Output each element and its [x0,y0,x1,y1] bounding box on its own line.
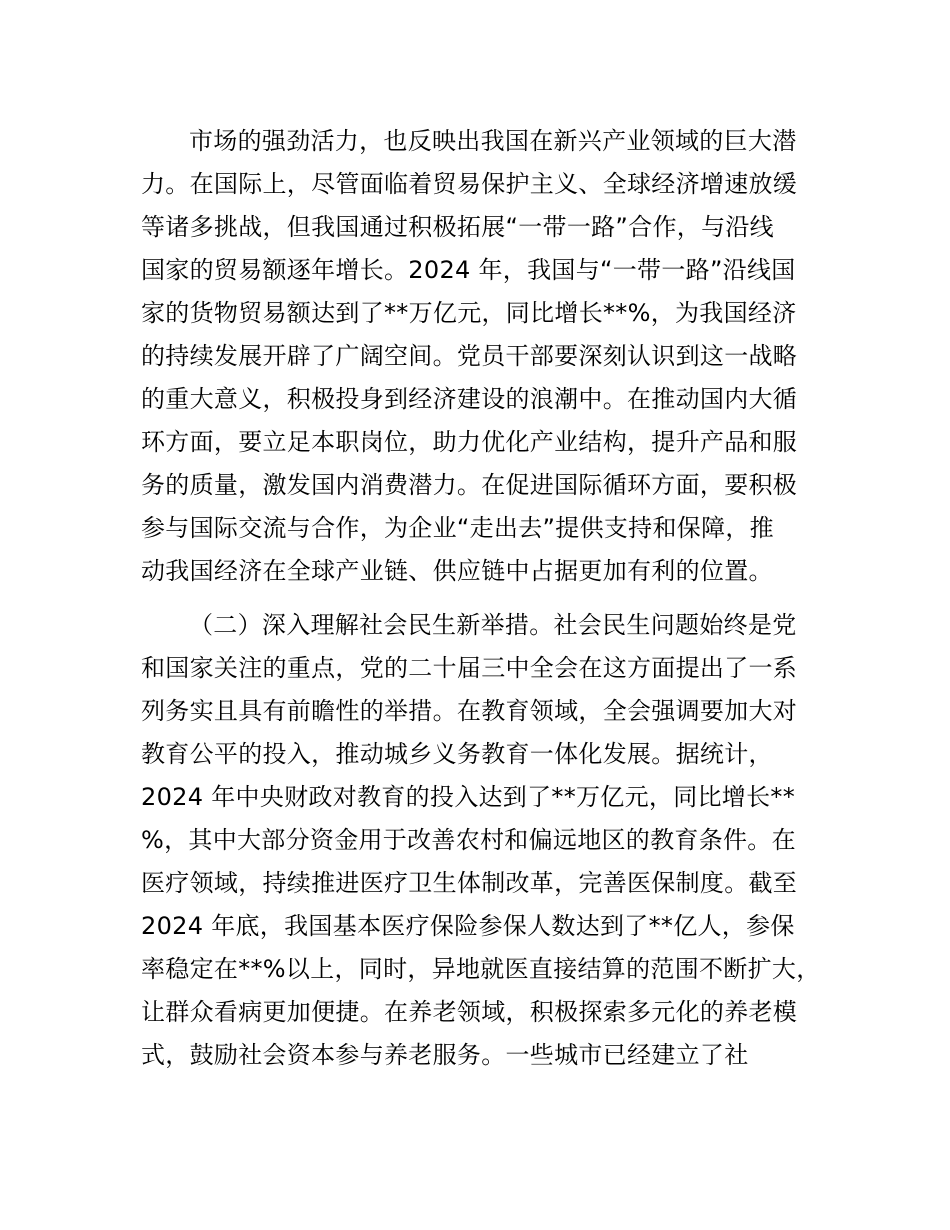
text-line: 的持续发展开辟了广阔空间。党员干部要深刻认识到这一战略 [141,342,798,370]
text-line: 的重大意义，积极投身到经济建设的浪潮中。在推动国内大循 [141,385,798,413]
text-line: 教育公平的投入，推动城乡义务教育一体化发展。据统计， [141,740,773,768]
text-line: 动我国经济在全球产业链、供应链中占据更加有利的位置。 [141,557,773,585]
text-line: 务的质量，激发国内消费潜力。在促进国际循环方面，要积极 [141,471,798,499]
text-line: 让群众看病更加便捷。在养老领域，积极探索多元化的养老模 [141,998,798,1026]
text-line: 式，鼓励社会资本参与养老服务。一些城市已经建立了社 [141,1041,749,1069]
text-line: 等诸多挑战，但我国通过积极拓展“一带一路”合作，与沿线 [141,213,774,241]
text-line: 2024 年底，我国基本医疗保险参保人数达到了**亿人，参保 [141,912,795,940]
text-line: 力。在国际上，尽管面临着贸易保护主义、全球经济增速放缓 [141,170,798,198]
text-line: 率稳定在**%以上，同时，异地就医直接结算的范围不断扩大， [141,955,821,983]
text-line: 2024 年中央财政对教育的投入达到了**万亿元，同比增长** [141,783,796,811]
text-line: 市场的强劲活力，也反映出我国在新兴产业领域的巨大潜 [189,127,797,155]
text-line: 医疗领域，持续推进医疗卫生体制改革，完善医保制度。截至 [141,869,798,897]
text-line: 列务实且具有前瞻性的举措。在教育领域，全会强调要加大对 [141,697,798,725]
section-heading-line: （二）深入理解社会民生新举措。社会民生问题始终是党 [189,611,797,639]
text-line: 国家的贸易额逐年增长。2024 年，我国与“一带一路”沿线国 [141,256,796,284]
text-line: 和国家关注的重点，党的二十届三中全会在这方面提出了一系 [141,654,798,682]
text-line: 家的货物贸易额达到了**万亿元，同比增长**%，为我国经济 [141,299,797,327]
text-line: 参与国际交流与合作，为企业“走出去”提供支持和保障，推 [141,514,774,542]
text-line: %，其中大部分资金用于改善农村和偏远地区的教育条件。在 [141,826,796,854]
text-line: 环方面，要立足本职岗位，助力优化产业结构，提升产品和服 [141,428,798,456]
